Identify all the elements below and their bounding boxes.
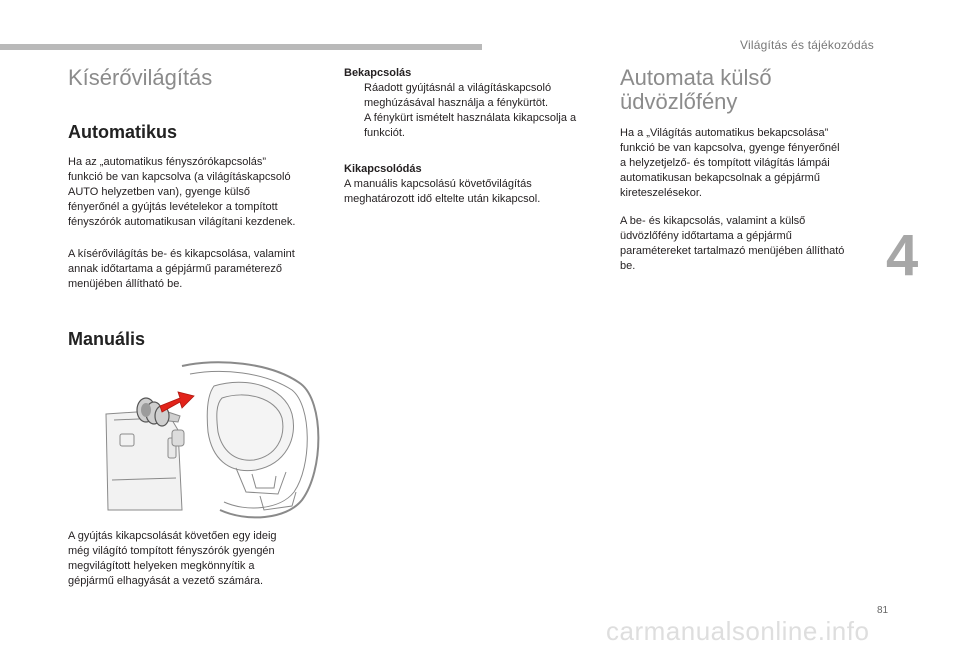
- paragraph-welcome-2: A be- és kikapcsolás, valamint a külső üdvözlőfény időtartama a gépjármű paramétereket tartalmazó menüjében állítható be.: [620, 215, 845, 272]
- steering-wheel-stalk-illustration: [96, 360, 326, 522]
- watermark: carmanualsonline.info: [606, 616, 870, 646]
- heading-automatic: Automatikus: [68, 122, 178, 142]
- chapter-title: Világítás és tájékozódás: [740, 38, 874, 52]
- heading-switch-on: Bekapcsolás: [344, 67, 412, 79]
- list-item: A fénykürt ismételt használata kikapcsolja a funkciót.: [364, 112, 577, 139]
- pull-arrow-icon: [160, 392, 194, 412]
- heading-switch-off: Kikapcsolódás: [344, 163, 422, 175]
- paragraph-automatic-2: A kísérővilágítás be- és kikapcsolása, valamint annak időtartama a gépjármű paraméterező menüjében állítható be.: [68, 248, 295, 290]
- column-1: [68, 66, 330, 350]
- manual-description: [68, 529, 330, 589]
- header-bar: [0, 44, 482, 50]
- paragraph-manual: A gyújtás kikapcsolását követően egy ideig még világító tompított fényszórók gyengén megvilágított helyeken megkönnyítik a gépjármű elhagyását a vezető számára.: [68, 530, 277, 587]
- paragraph-switch-off: A manuális kapcsolású követővilágítás meghatározott idő eltelte után kikapcsol.: [344, 178, 541, 205]
- column-2: [344, 66, 606, 207]
- paragraph-welcome-1: Ha a „Világítás automatikus bekapcsolása” funkció be van kapcsolva, gyenge fényerőnél a helyzetjelző- és tompított világítás lámpái automatikusan bekapcsolnak a gépjármű kireteszelésekor.: [620, 127, 840, 199]
- column-3: [620, 66, 882, 274]
- section-title-follow-me-home: Kísérővilágítás: [68, 65, 213, 90]
- heading-manual: Manuális: [68, 329, 146, 349]
- switch-on-steps: [344, 81, 606, 141]
- chapter-number: 4: [886, 223, 919, 288]
- section-title-welcome-light: Automata külső üdvözlőfény: [620, 65, 772, 114]
- page-number: 81: [877, 605, 889, 616]
- paragraph-automatic-1: Ha az „automatikus fényszórókapcsolás” funkció be van kapcsolva (a világításkapcsoló AUTO helyzetben van), gyenge külső fényerőnél a gyújtás levételekor a tompított fényszórók automatikusan világítani kezdenek.: [68, 156, 296, 228]
- list-item: Ráadott gyújtásnál a világításkapcsoló meghúzásával használja a fénykürtöt.: [364, 82, 552, 109]
